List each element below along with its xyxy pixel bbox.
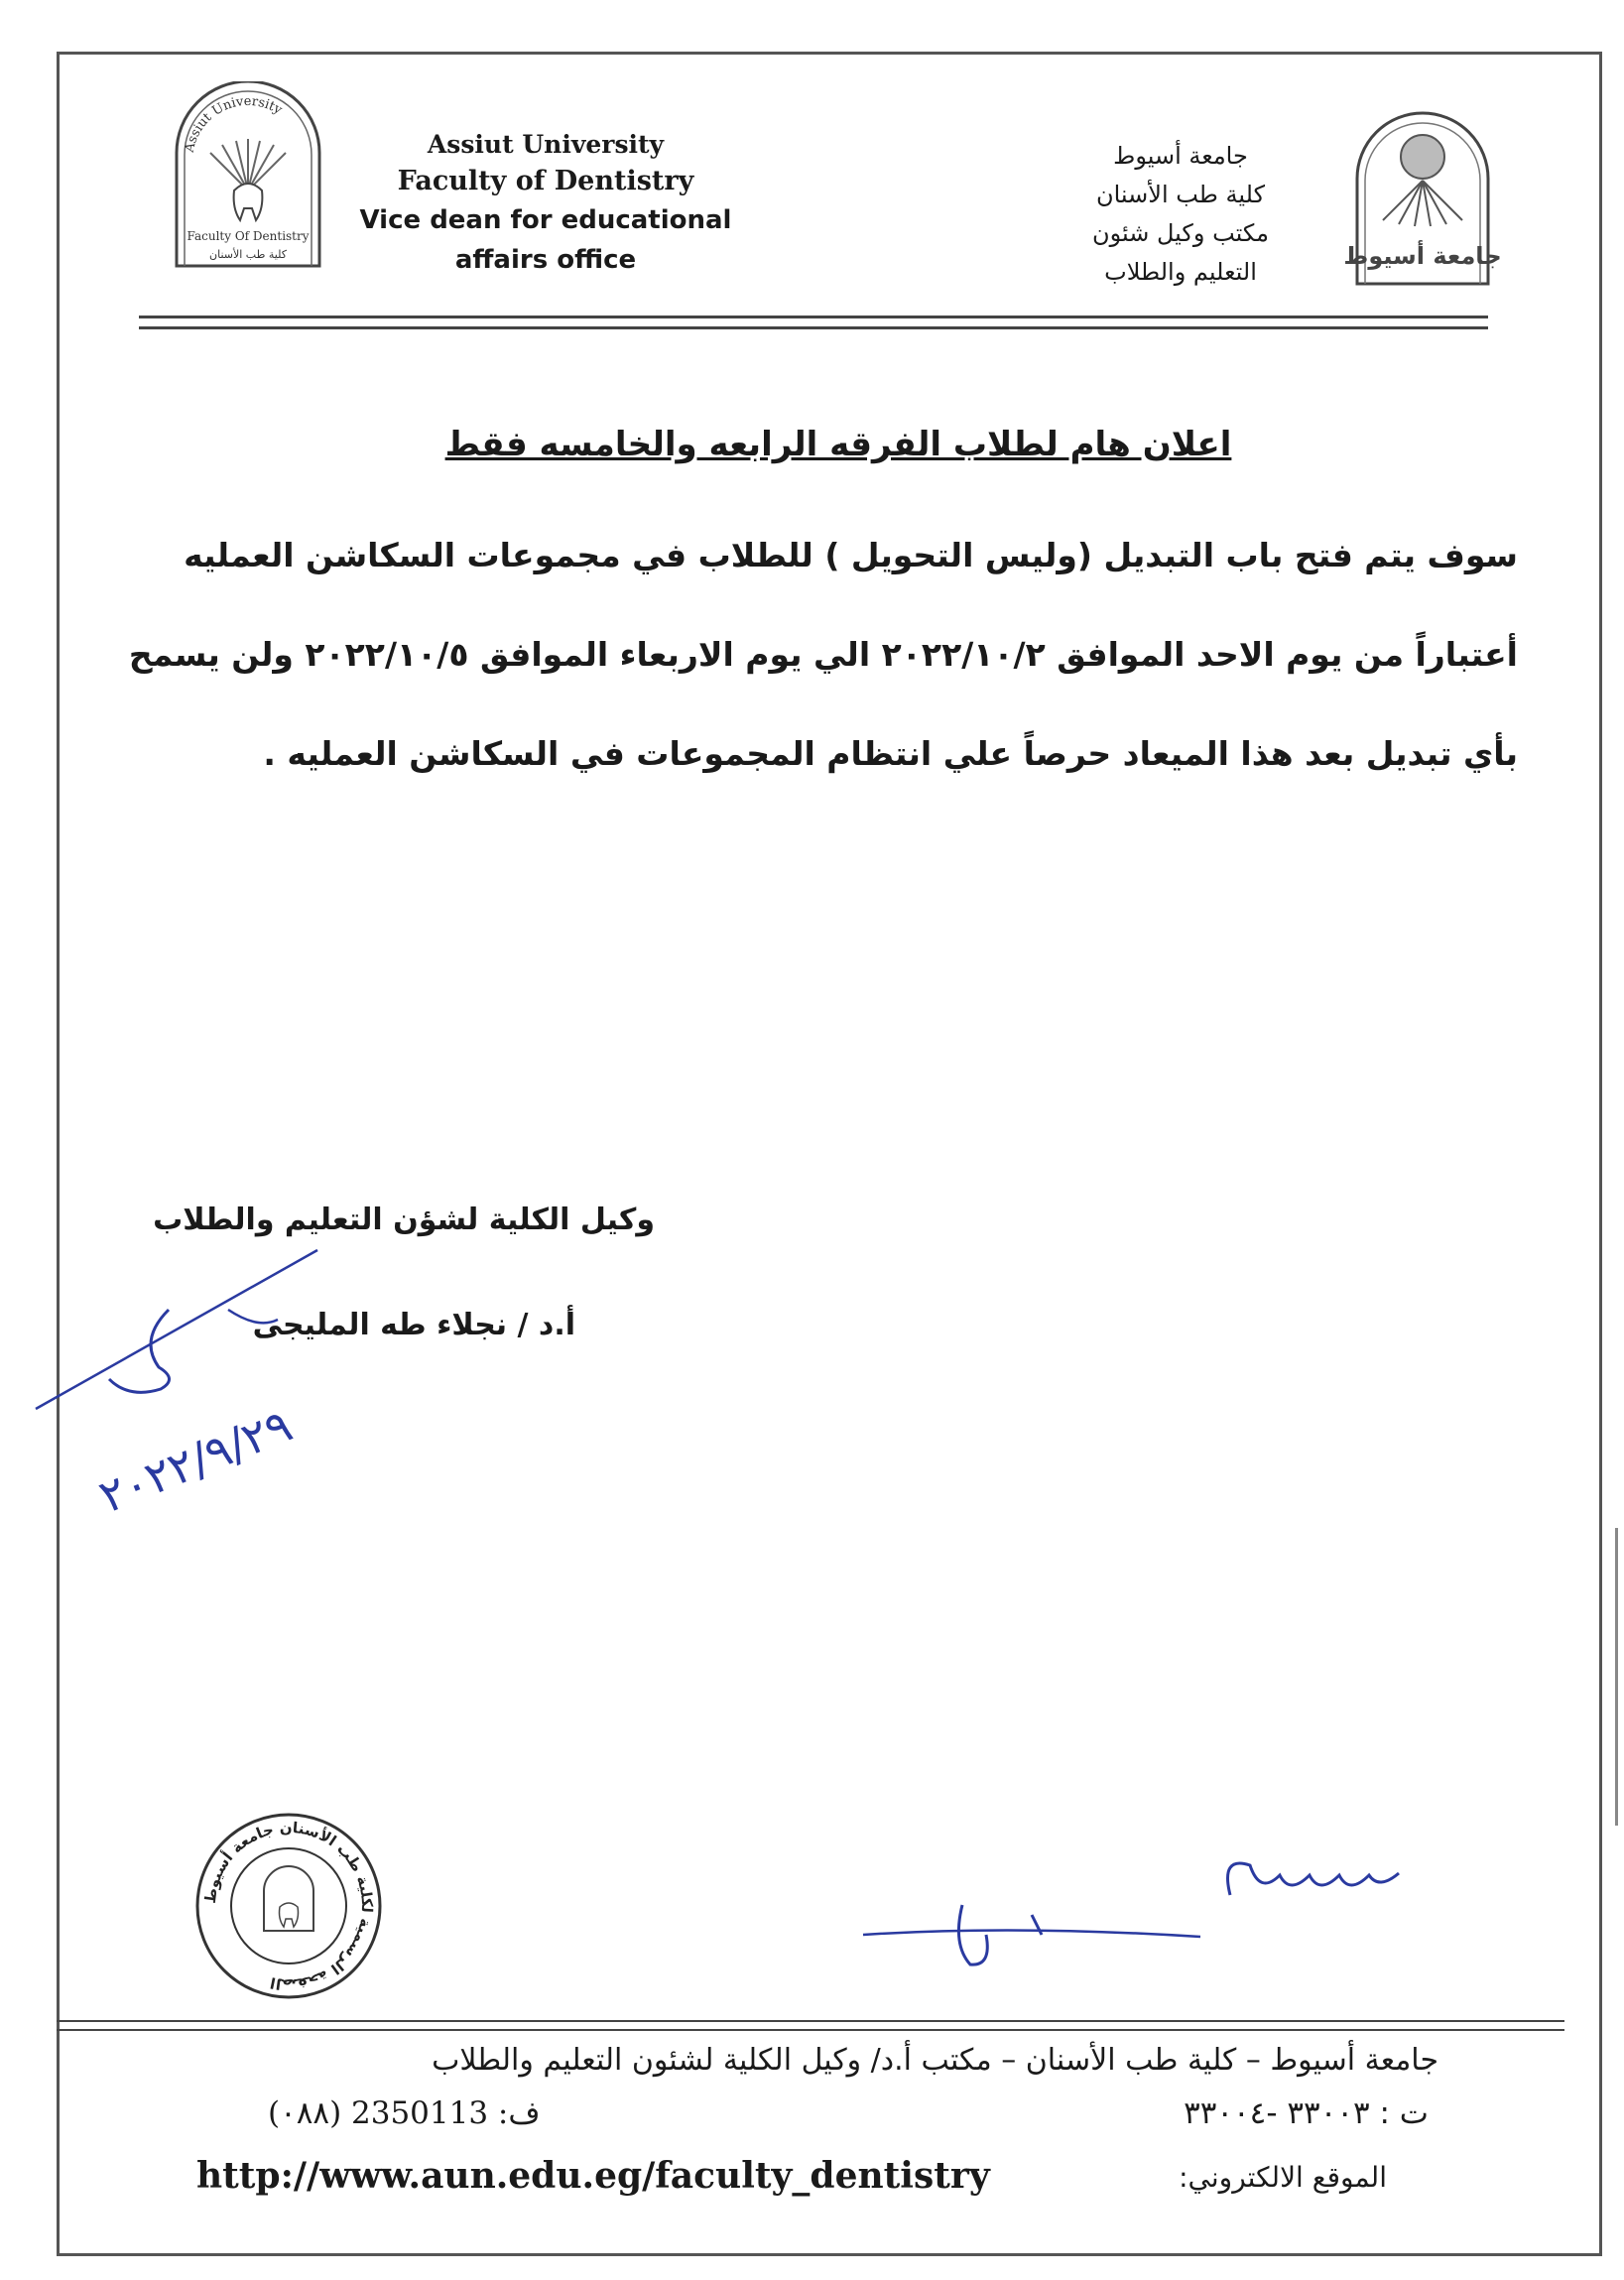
handwritten-date: ٢٠٢٢/٩/٢٩: [91, 1398, 300, 1524]
sun-icon: [1401, 135, 1444, 179]
footer-phone: ت : ٣٣٠٠٣ -٣٣٠٠٤: [1184, 2095, 1429, 2131]
secondary-signature: [863, 1836, 1419, 1974]
header-ar-office1: مكتب وكيل شئون: [1092, 219, 1269, 247]
header-english: [347, 127, 744, 280]
logo-arch-text: Assiut University: [182, 93, 285, 154]
faculty-logo: [171, 81, 325, 270]
seal-tooth-icon: [280, 1903, 299, 1927]
footer-address: جامعة أسيوط – كلية طب الأسنان – مكتب أ.د/ وكيل الكلية لشئون التعليم والطلاب: [432, 2043, 1438, 2078]
university-logo: [1343, 109, 1502, 288]
header-faculty: Faculty of Dentistry: [397, 166, 694, 196]
header-divider: [139, 316, 1488, 329]
tooth-icon: [234, 184, 263, 220]
header-ar-university: جامعة أسيوط: [1113, 142, 1248, 170]
footer-website: [196, 2155, 1387, 2211]
logo-right-text: جامعة أسيوط: [1343, 242, 1502, 270]
footer-divider: [57, 2020, 1564, 2031]
website-url[interactable]: http://www.aun.edu.eg/faculty_dentistry: [196, 2155, 990, 2197]
footer-fax: ف: 2350113 (٠٨٨): [268, 2095, 541, 2131]
announcement-line: بأي تبديل بعد هذا الميعاد حرصاً علي انتظام المجموعات في السكاشن العمليه .: [263, 734, 1518, 773]
footer-contacts: [109, 2095, 1429, 2145]
signatory-name: أ.د / نجلاء طه المليجى: [252, 1308, 575, 1342]
announcement-line: سوف يتم فتح باب التبديل (وليس التحويل ) للطلاب في مجموعات السكاشن العمليه: [184, 536, 1518, 574]
signatory-title: وكيل الكلية لشؤن التعليم والطلاب: [153, 1203, 655, 1237]
header-arabic: [1052, 137, 1310, 292]
logo-caption: Faculty Of Dentistry: [187, 229, 310, 243]
header-office-line1: Vice dean for educational: [359, 205, 732, 235]
header-ar-office2: التعليم والطلاب: [1104, 258, 1257, 286]
website-label: الموقع الالكتروني:: [1179, 2161, 1387, 2194]
announcement-title: اعلان هام لطلاب الفرقه الرابعه والخامسه فقط: [444, 425, 1232, 464]
header-ar-faculty: كلية طب الأسنان: [1095, 181, 1266, 208]
header-office-line2: affairs office: [454, 245, 637, 275]
announcement-line: أعتباراً من يوم الاحد الموافق ٢٠٢٢/١٠/٢ الي يوم الاربعاء الموافق ٢٠٢٢/١٠/٥ ولن يسمح: [128, 635, 1518, 674]
scan-edge-artifact: [1615, 1528, 1618, 1826]
announcement-body: [119, 506, 1518, 804]
official-seal: [194, 1812, 383, 2000]
header-university: Assiut University: [427, 130, 665, 159]
handwritten-signature: [30, 1250, 347, 1538]
logo-arabic-caption: كلية طب الأسنان: [209, 248, 287, 261]
seal-text: الصفحة الرسمية لكلية طب الأسنان جامعة أسيوط: [200, 1818, 377, 1994]
